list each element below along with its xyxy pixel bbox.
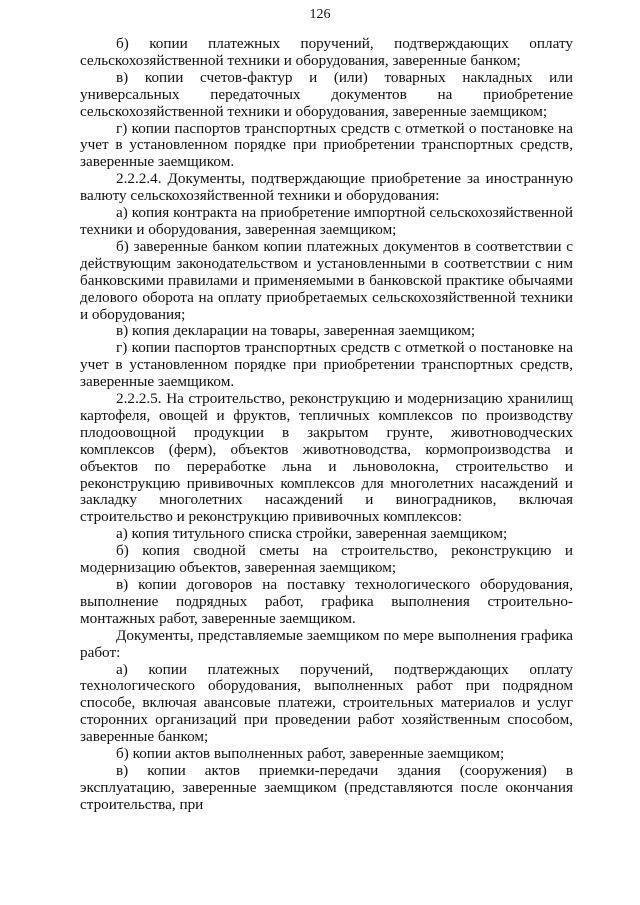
paragraph: в) копия декларации на товары, заверенная заемщиком; (116, 322, 476, 340)
paragraph: а) копии платежных поручений, подтверждающих оплату технологического оборудования, выполненных работ при подрядном способе, включая авансовые платежи, строительных материалов и услуг сторонних организаций при проведении работ хозяйственным способом, заверенные банком; (80, 660, 573, 746)
paragraph: а) копия титульного списка стройки, заверенная заемщиком; (116, 525, 508, 543)
paragraph: б) копия сводной сметы на строительство, реконструкцию и модернизацию объектов, заверенная заемщиком; (80, 542, 573, 577)
paragraph: б) заверенные банком копии платежных документов в соответствии с действующим законодательством и установленными в соответствии с ним банковскими правилами и применяемыми в банковской практике обычаями делового оборота на оплату приобретаемых сельскохозяйственной техники и оборудования; (80, 237, 573, 323)
paragraph: г) копии паспортов транспортных средств с отметкой о постановке на учет в установленном порядке при приобретении транспортных средств, заверенные заемщиком. (80, 339, 573, 391)
paragraph: в) копии договоров на поставку технологического оборудования, выполнение подрядных работ, графика выполнения строительно-монтажных работ, заверенные заемщиком. (80, 576, 573, 627)
page-number: 126 (309, 7, 331, 22)
paragraph: в) копии актов приемки-передачи здания (сооружения) в эксплуатацию, заверенные заемщиком (представляются после окончания строительства, при (80, 761, 573, 813)
paragraph: г) копии паспортов транспортных средств с отметкой о постановке на учет в установленном порядке при приобретении транспортных средств, заверенные заемщиком. (80, 119, 573, 171)
section-heading-2-2-2-5: 2.2.2.5. На строительство, реконструкцию и модернизацию хранилищ картофеля, овощей и фруктов, тепличных комплексов по производству плодоовощной продукции в закрытом грунте, животноводческих комплексов (ферм), объектов животноводства, кормопроизводства и объектов по переработке льна и льноволокна, строительство и реконструкцию прививочных комплексов для многолетних насаждений и закладку многолетних насаждений и виноградников, включая строительство и реконструкцию прививочных комплексов: (80, 390, 573, 526)
section-heading-2-2-2-4: 2.2.2.4. Документы, подтверждающие приобретение за иностранную валюту сельскохозяйственной техники и оборудования: (80, 170, 573, 205)
paragraph: а) копия контракта на приобретение импортной сельскохозяйственной техники и оборудования, заверенная заемщиком; (80, 204, 573, 238)
paragraph: в) копии счетов-фактур и (или) товарных накладных или универсальных передаточных документов на приобретение сельскохозяйственной техники и оборудования, заверенные заемщиком; (80, 68, 573, 120)
document-body (80, 36, 573, 814)
paragraph: б) копии актов выполненных работ, заверенные заемщиком; (116, 745, 505, 763)
paragraph: Документы, представляемые заемщиком по мере выполнения графика работ: (80, 626, 573, 661)
paragraph: б) копии платежных поручений, подтверждающих оплату сельскохозяйственной техники и оборудования, заверенные банком; (80, 35, 573, 69)
